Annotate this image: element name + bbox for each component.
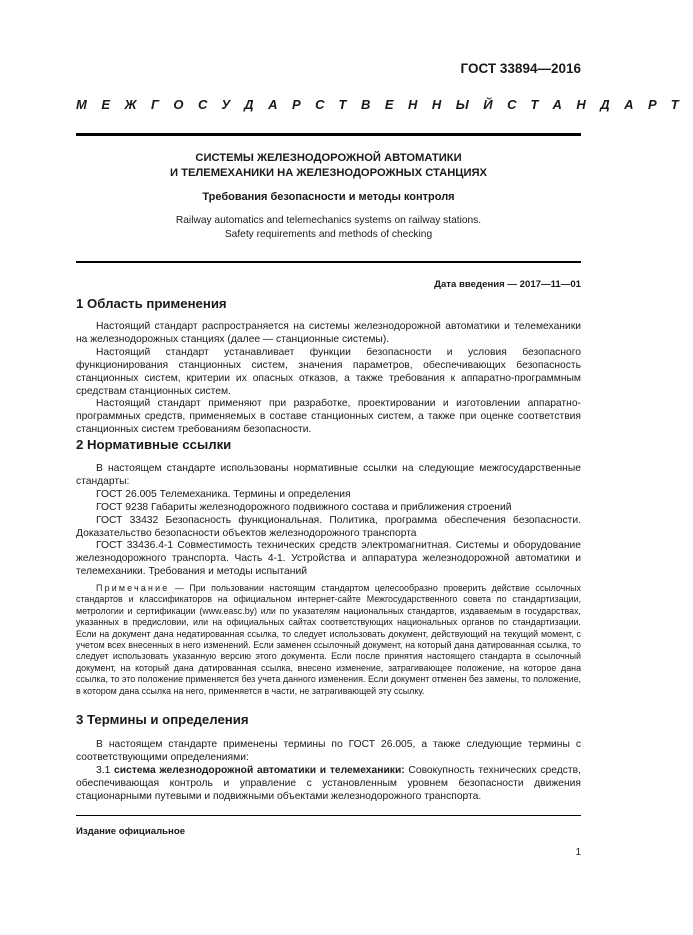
section1-p1: Настоящий стандарт распространяется на системы железнодорожной автоматики и телемеханики на железнодорожных станциях (далее — станционные системы). xyxy=(76,321,581,345)
english-title-line2: Safety requirements and methods of checking xyxy=(224,228,433,240)
edition-label: Издание официальное xyxy=(76,826,186,837)
document-number: ГОСТ 33894—2016 xyxy=(460,61,581,76)
normative-ref-3: ГОСТ 33432 Безопасность функциональная. Политика, программа обеспечения безопасности. Доказательство безопасности объектов железнодорожного транспорта xyxy=(76,514,581,539)
normative-ref-2: ГОСТ 9238 Габариты железнодорожного подвижного состава и приближения строений xyxy=(96,501,512,513)
section3-p1: В настоящем стандарте применены термины по ГОСТ 26.005, а также следующие термины с соответствующими определениями: xyxy=(76,739,581,763)
footer-rule xyxy=(76,815,581,816)
introduction-date: Дата введения — 2017—11—01 xyxy=(434,279,581,290)
section3-heading: 3 Термины и определения xyxy=(76,712,249,727)
title-rule xyxy=(76,261,581,263)
term-3-1 xyxy=(76,765,581,804)
section1-p3: Настоящий стандарт применяют при разработке, проектировании и изготовлении аппаратно-программных средств, применяемых в составе станционных систем, а также при оценке соответствия станционных систем требованиям безопасности. xyxy=(76,398,581,436)
note-text: — При пользовании настоящим стандартом целесообразно проверить действие ссылочных стандартов и классификаторов на официальном интернет-сайте Межгосударственного совета по стандартизации, метрологии и сертификации (www.easc.by) или по указателям национальных стандартов, издаваемым в государствах, указанных в предисловии, или на официальных сайтах соответствующих национальных органов по стандартизации. Если на документ дана недатированная ссылка, то следует использовать документ, действующий на текущий момент, с учетом всех внесенных в него изменений. Если заменен ссылочный документ, на который дана датированная ссылка, то следует использовать указанную версию этого документа. Если после принятия настоящего стандарта в ссылочный документ, на который дана датированная ссылка, внесено изменение, затрагивающее положение, на которое дана ссылка, то это положение применяется без учета данного изменения. Если документ отменен без замены, то положение, в котором дана ссылка на него, применяется в части, не затрагивающей эту ссылку. xyxy=(76,583,581,696)
term-name: система железнодорожной автоматики и телемеханики: xyxy=(114,764,405,776)
page-number: 1 xyxy=(575,847,581,858)
english-title-line1: Railway automatics and telemechanics systems on railway stations. xyxy=(175,215,482,226)
title-line2: И ТЕЛЕМЕХАНИКИ НА ЖЕЛЕЗНОДОРОЖНЫХ СТАНЦИЯХ xyxy=(169,167,488,179)
section3-body xyxy=(76,739,581,804)
term-number: 3.1 xyxy=(96,764,111,776)
section1-p2: Настоящий стандарт устанавливает функции безопасности и условия безопасного функционирования станционных систем, значения параметров, обеспечивающих безопасность станционных систем, критерии их опасных отказов, а также требования к аппаратно-программным средствам станционных систем. xyxy=(76,346,581,397)
title-line1: СИСТЕМЫ ЖЕЛЕЗНОДОРОЖНОЙ АВТОМАТИКИ xyxy=(195,152,462,164)
standard-type-word1: МЕЖГОСУДАРСТВЕННЫЙ xyxy=(76,97,508,112)
normative-ref-4: ГОСТ 33436.4-1 Совместимость технических средств электромагнитная. Системы и оборудование железнодорожного транспорта. Часть 4-1. Устройства и аппаратура железнодорожной автоматики и телемеханики. Требования и методы испытаний xyxy=(76,540,581,578)
section2-heading: 2 Нормативные ссылки xyxy=(76,437,232,452)
normative-ref-1: ГОСТ 26.005 Телемеханика. Термины и определения xyxy=(96,488,351,500)
note-label: Примечание xyxy=(96,583,170,593)
english-title xyxy=(76,214,581,241)
section2-note xyxy=(76,583,581,697)
header-rule xyxy=(76,133,581,136)
section2-body xyxy=(76,463,581,579)
document-subtitle: Требования безопасности и методы контроля xyxy=(202,191,455,203)
section1-body xyxy=(76,321,581,437)
term-definition: Совокупность технических средств, обеспечивающая контроль и управление с установленным уровнем безопасности движения стационарными путевыми и подвижными объектами железнодорожного транспорта. xyxy=(76,764,581,802)
section2-p1: В настоящем стандарте использованы нормативные ссылки на следующие межгосударственные стандарты: xyxy=(76,463,581,487)
standard-type xyxy=(76,97,693,112)
section1-heading: 1 Область применения xyxy=(76,296,227,311)
document-title xyxy=(76,151,581,181)
standard-type-word2: СТАНДАРТ xyxy=(507,97,693,112)
